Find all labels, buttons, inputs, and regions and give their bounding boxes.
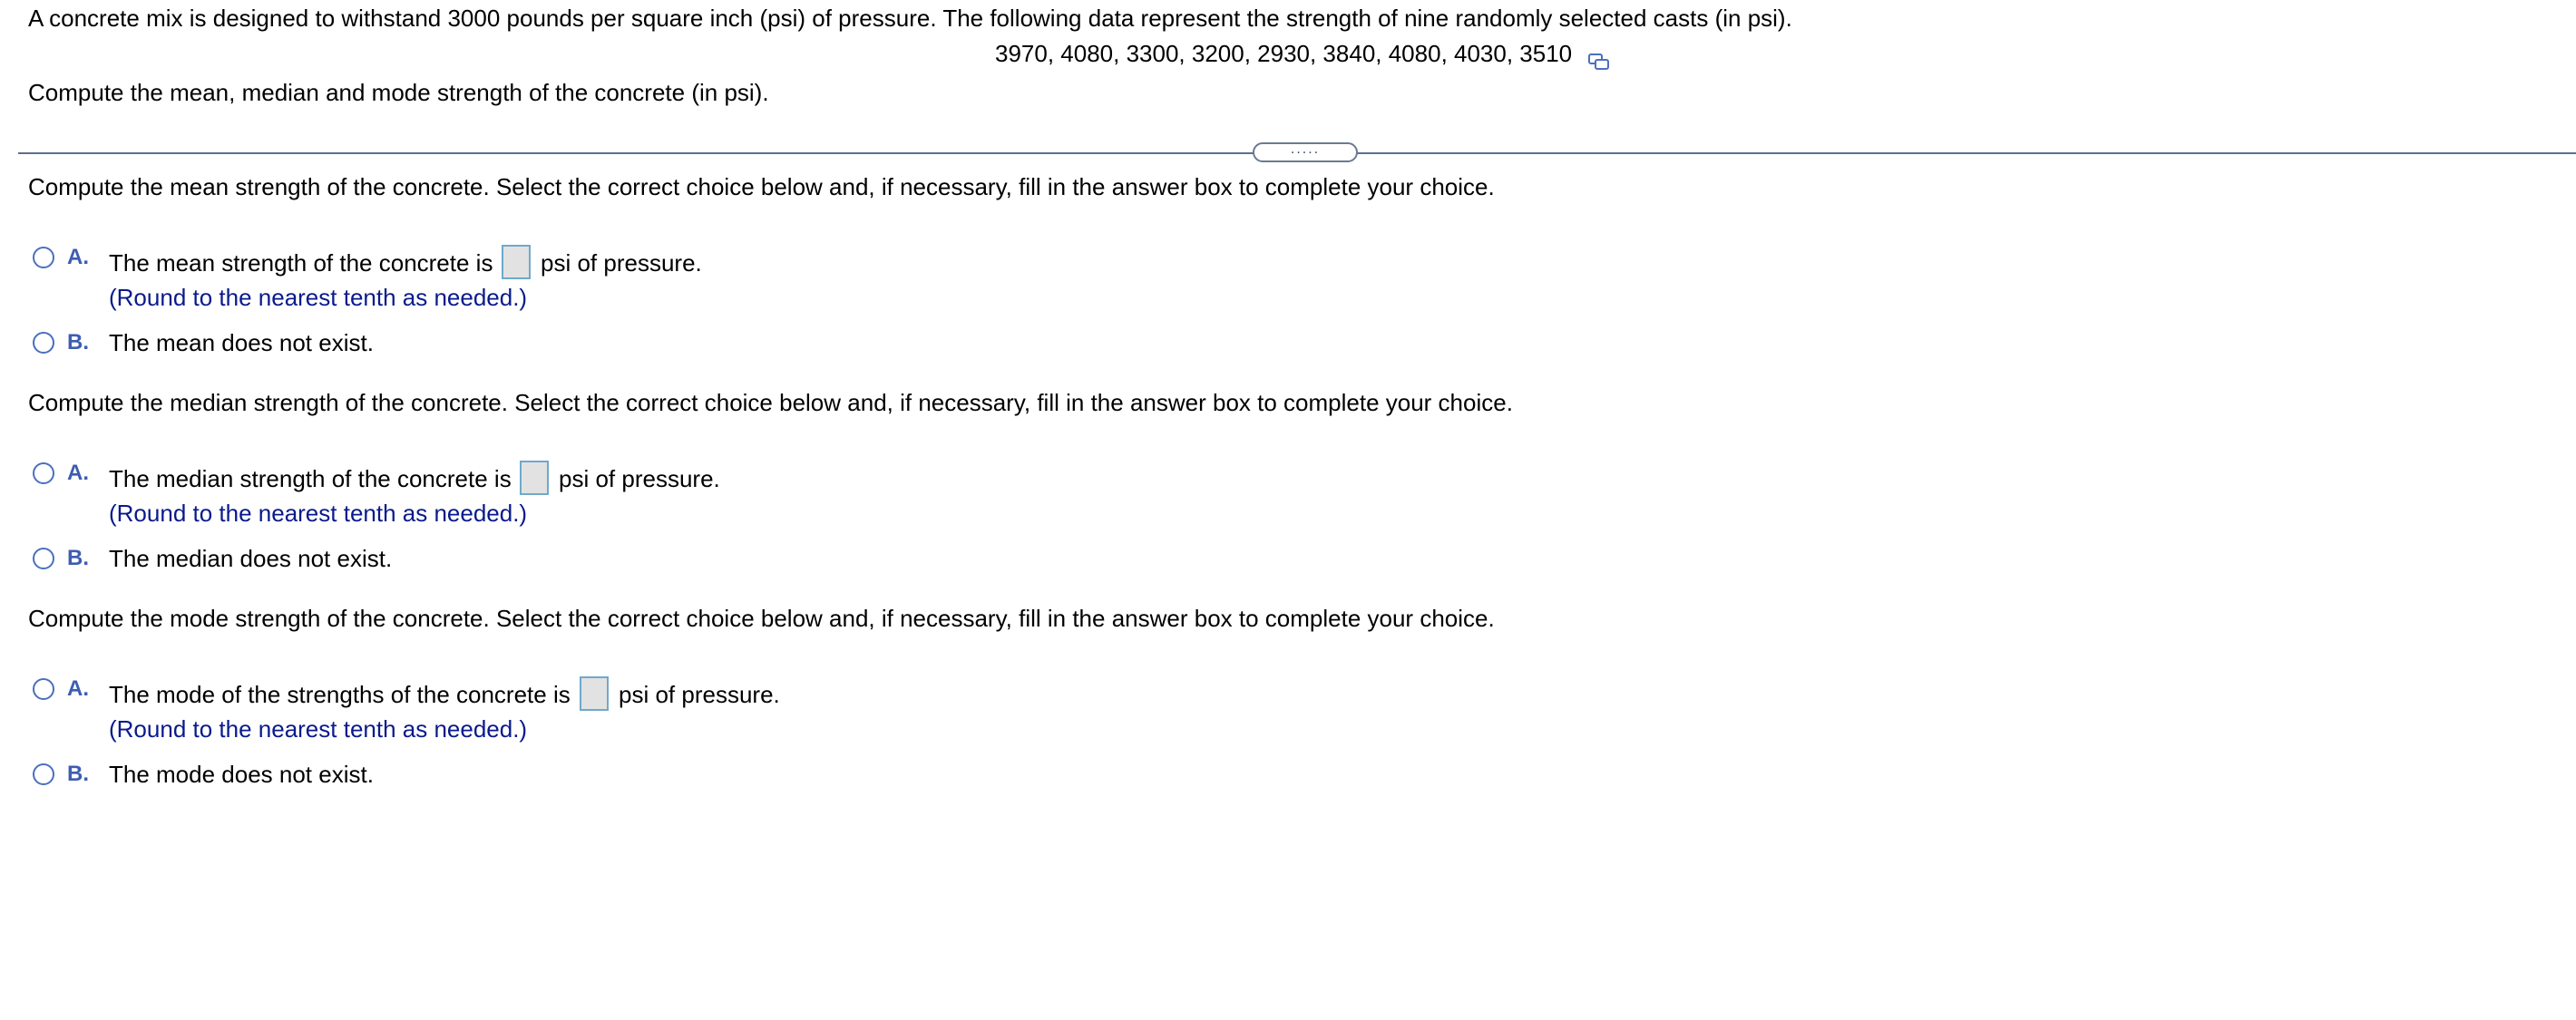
problem-instruction: Compute the mean, median and mode strength of the concrete (in psi). (28, 79, 769, 106)
mean-answer-input[interactable] (502, 245, 531, 279)
mean-round-hint: (Round to the nearest tenth as needed.) (109, 284, 528, 311)
mean-option-b-letter: B. (67, 330, 89, 355)
mode-option-b-radio[interactable] (33, 763, 54, 785)
copy-data-icon[interactable] (1588, 47, 1610, 63)
median-option-b-text: The median does not exist. (109, 545, 393, 572)
data-values: 3970, 4080, 3300, 3200, 2930, 3840, 4080, 4030, 3510 (995, 40, 1573, 67)
mode-option-a-radio[interactable] (33, 678, 54, 700)
median-prompt: Compute the median strength of the concrete. Select the correct choice below and, if necessary, fill in the answer box to complete your choice. (28, 389, 1513, 416)
divider-handle-dots: ..... (1290, 141, 1321, 157)
mode-answer-input[interactable] (580, 676, 609, 711)
mean-option-a-letter: A. (67, 245, 89, 269)
mode-option-a-text: The mode of the strengths of the concrete is (109, 681, 571, 708)
divider-handle[interactable] (1253, 142, 1358, 162)
median-option-a-text: The median strength of the concrete is (109, 465, 512, 492)
median-option-a-letter: A. (67, 461, 89, 485)
mode-round-hint: (Round to the nearest tenth as needed.) (109, 715, 528, 743)
mean-option-a-radio[interactable] (33, 247, 54, 268)
mean-prompt: Compute the mean strength of the concrete. Select the correct choice below and, if necessary, fill in the answer box to complete your choice. (28, 173, 1495, 200)
mean-option-a-text: The mean strength of the concrete is (109, 249, 493, 277)
median-option-b-radio[interactable] (33, 548, 54, 569)
mode-prompt: Compute the mode strength of the concrete. Select the correct choice below and, if necessary, fill in the answer box to complete your choice. (28, 605, 1495, 632)
median-answer-input[interactable] (520, 461, 549, 495)
mode-option-b-letter: B. (67, 762, 89, 786)
mean-option-b-text: The mean does not exist. (109, 329, 374, 356)
mode-option-a-letter: A. (67, 676, 89, 701)
median-option-b-letter: B. (67, 546, 89, 570)
mean-option-b-radio[interactable] (33, 332, 54, 354)
mode-option-a-unit: psi of pressure. (619, 681, 780, 708)
median-round-hint: (Round to the nearest tenth as needed.) (109, 500, 528, 527)
mode-option-b-text: The mode does not exist. (109, 761, 374, 788)
median-option-a-unit: psi of pressure. (559, 465, 720, 492)
problem-intro: A concrete mix is designed to withstand 3000 pounds per square inch (psi) of pressure. The following data represent the strength of nine randomly selected casts (in psi). (28, 5, 1792, 32)
data-values-row (995, 39, 1610, 68)
median-option-a-radio[interactable] (33, 462, 54, 484)
mean-option-a-unit: psi of pressure. (541, 249, 702, 277)
